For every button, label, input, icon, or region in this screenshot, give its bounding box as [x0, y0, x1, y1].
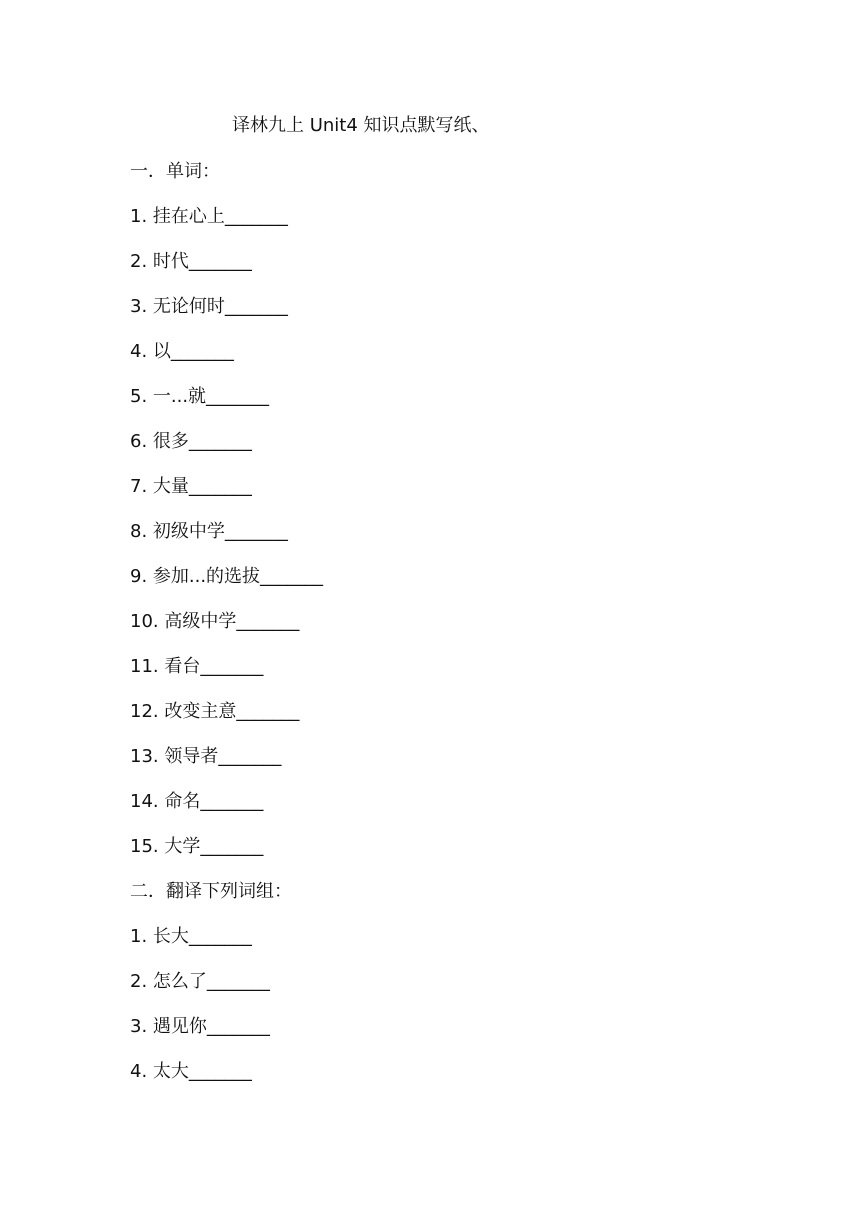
word-item-6: 6. 很多_______ [130, 431, 252, 452]
word-item-15: 15. 大学_______ [130, 836, 264, 857]
word-item-14: 14. 命名_______ [130, 791, 264, 812]
section-heading-phrases: 二．翻译下列词组： [130, 881, 292, 902]
word-item-3: 3. 无论何时_______ [130, 296, 288, 317]
word-item-7: 7. 大量_______ [130, 476, 252, 497]
worksheet-content [130, 160, 750, 1105]
word-item-1: 1. 挂在心上_______ [130, 206, 288, 227]
word-item-9: 9. 参加...的选拔_______ [130, 566, 324, 587]
word-item-10: 10. 高级中学_______ [130, 611, 300, 632]
word-item-12: 12. 改变主意_______ [130, 701, 300, 722]
word-item-4: 4. 以_______ [130, 341, 234, 362]
word-item-2: 2. 时代_______ [130, 251, 252, 272]
section-heading-words: 一．单词： [130, 161, 220, 182]
phrase-item-3: 3. 遇见你_______ [130, 1016, 270, 1037]
phrase-item-1: 1. 长大_______ [130, 926, 252, 947]
word-item-5: 5. 一...就_______ [130, 386, 270, 407]
word-item-13: 13. 领导者_______ [130, 746, 282, 767]
phrase-item-2: 2. 怎么了_______ [130, 971, 270, 992]
page-title: 译林九上 Unit4 知识点默写纸、 [232, 115, 490, 136]
phrase-item-4: 4. 太大_______ [130, 1061, 252, 1082]
word-item-11: 11. 看台_______ [130, 656, 264, 677]
word-item-8: 8. 初级中学_______ [130, 521, 288, 542]
